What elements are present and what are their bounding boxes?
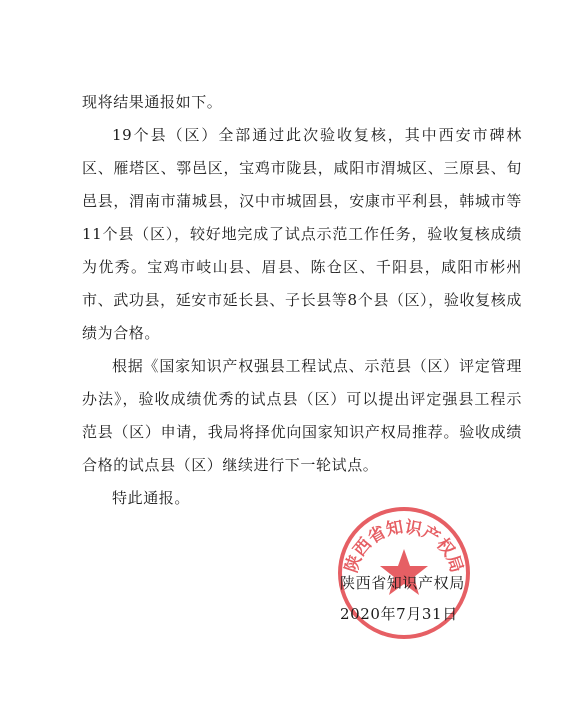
paragraph-intro: 现将结果通报如下。 [82,93,223,111]
paragraph-closing: 特此通报。 [112,489,191,507]
seal-text: 陕西省知识产权局 [341,517,467,576]
document-body [82,86,522,515]
signature-date: 2020年7月31日 [340,605,458,623]
signature-block [340,568,500,630]
paragraph-results: 19个县（区）全部通过此次验收复核，其中西安市碑林区、雁塔区、鄠邑区，宝鸡市陇县，咸阳市渭城区、三原县、旬邑县，渭南市蒲城县，汉中市城固县，安康市平利县，韩城市等11个县（区），较好地完成了试点示范工作任务，验收复核成绩为优秀。宝鸡市岐山县、眉县、陈仓区、千阳县，咸阳市彬州市、武功县，延安市延长县、子长县等8个县（区），验收复核成绩为合格。 [82,126,522,342]
signature-organization: 陕西省知识产权局 [340,574,465,592]
paragraph-policy: 根据《国家知识产权强县工程试点、示范县（区）评定管理办法》，验收成绩优秀的试点县（区）可以提出评定强县工程示范县（区）申请，我局将择优向国家知识产权局推荐。验收成绩合格的试点县（区）继续进行下一轮试点。 [82,357,522,474]
